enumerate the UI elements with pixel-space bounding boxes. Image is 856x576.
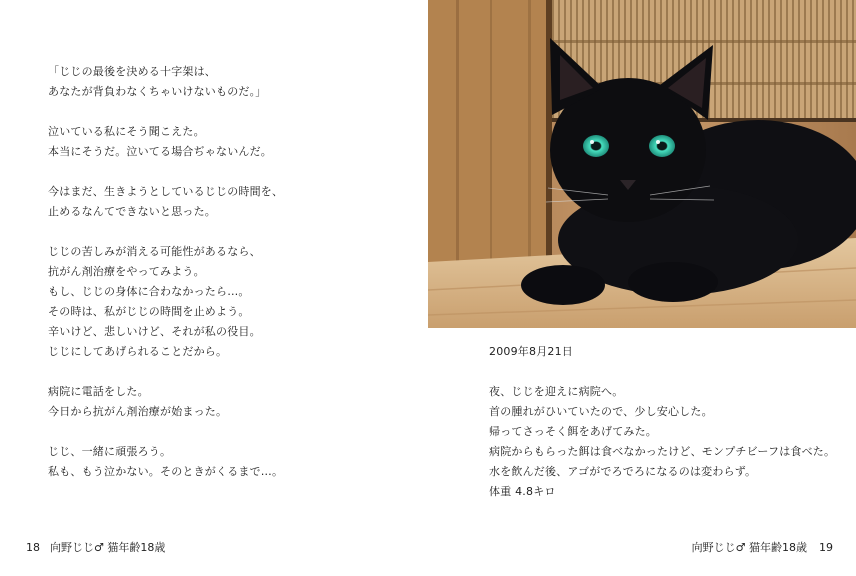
text-line: その時は、私がじじの時間を止めよう。 xyxy=(48,305,250,318)
text-line: 病院からもらった餌は食べなかったけど、モンプチビーフは食べた。 xyxy=(489,445,836,458)
text-line: 辛いけど、悲しいけど、それが私の役目。 xyxy=(48,325,261,338)
entry-date: 2009年8月21日 xyxy=(489,345,573,358)
paragraph xyxy=(48,382,418,422)
text-line: 夜、じじを迎えに病院へ。 xyxy=(489,385,624,398)
text-line: 私も、もう泣かない。そのときがくるまで…。 xyxy=(48,465,284,478)
page-number: 18 xyxy=(26,541,40,554)
text-line: 今はまだ、生きようとしているじじの時間を、 xyxy=(48,185,284,198)
text-line: じじの苦しみが消える可能性があるなら、 xyxy=(48,245,261,258)
left-footer xyxy=(26,540,165,556)
left-page-text xyxy=(48,62,418,482)
text-line: じじ、一緒に頑張ろう。 xyxy=(48,445,172,458)
text-line: 抗がん剤治療をやってみよう。 xyxy=(48,265,205,278)
black-cat-icon xyxy=(428,0,856,328)
page-number: 19 xyxy=(819,541,833,554)
text-line: 泣いている私にそう聞こえた。 xyxy=(48,125,205,138)
text-line: 「じじの最後を決める十字架は、 xyxy=(48,65,216,78)
paragraph xyxy=(48,62,418,102)
paragraph xyxy=(48,122,418,162)
text-line: 止めるなんてできないと思った。 xyxy=(48,205,216,218)
text-line: もし、じじの身体に合わなかったら…。 xyxy=(48,285,250,298)
text-line: あなたが背負わなくちゃいけないものだ。」 xyxy=(48,85,267,98)
paragraph xyxy=(489,382,849,502)
running-title: 向野じじ♂ 猫年齢18歳 xyxy=(691,541,807,554)
paragraph xyxy=(48,242,418,362)
text-line: 病院に電話をした。 xyxy=(48,385,149,398)
text-line: 体重 4.8キロ xyxy=(489,485,556,498)
cat-photo xyxy=(428,0,856,328)
text-line: 首の腫れがひいていたので、少し安心した。 xyxy=(489,405,713,418)
paragraph xyxy=(48,182,418,222)
right-page-text xyxy=(489,342,849,502)
text-line: 帰ってさっそく餌をあげてみた。 xyxy=(489,425,657,438)
text-line: 今日から抗がん剤治療が始まった。 xyxy=(48,405,228,418)
running-title: 向野じじ♂ 猫年齢18歳 xyxy=(50,541,166,554)
text-line: 水を飲んだ後、アゴがでろでろになるのは変わらず。 xyxy=(489,465,757,478)
text-line: 本当にそうだ。泣いてる場合ぢゃないんだ。 xyxy=(48,145,272,158)
paragraph xyxy=(48,442,418,482)
right-footer xyxy=(692,540,833,556)
text-line: じじにしてあげられることだから。 xyxy=(48,345,228,358)
